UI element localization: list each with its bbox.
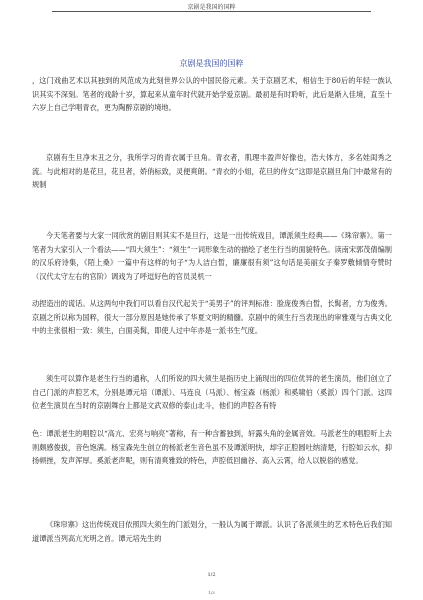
paragraph-zhulianzhai: 今天笔者要与大家一同欣赏的剧目则其实不是旦行，这是一出传统戏目，谭派须生经典——《珠帘寨》。第一笔者为大家引入一个看法——“四大须生”：“须生”一词形象生动的描绘了老生行当的面貌特色。读南宋郭茂倩编制的汉乐府诗集，《陌上桑》一篇中有这样的句子“为人洁白皙，廉廉很有须”这句话是美丽女子秦罗敷倾情夸赞时（汉代太守左右的官阶）调戏为了呼逗好色的官员灵机一 xyxy=(32,231,392,281)
paragraph-four-schools: 须生可以算作是老生行当的通称，人们所说的四大须生是指历史上涌现出的四位优异的老生演员，他们创立了自己门派的声腔艺术，分别是谭元培（谭派）、马连良（马派）、杨宝森（杨派）和奚啸伯（奚派）四个门派。这四位老生演员在当时的京剧舞台上都是文武双修的泰山北斗，他们的声腔各有特 xyxy=(32,374,392,411)
paragraph-intro: ，这门戏曲艺术以其独到的风范成为此刻世界公认的中国民俗元素。关于京剧艺术，相信生于80后的年轻一族认识其实不深刻。笔者的戏龄十岁，算起来从童年时代就开始学爱京剧。最初是有时聆听，此后是渐入佳境，直至十六岁上自己学唱青衣，更为陶醉京剧的境地。 xyxy=(32,76,392,113)
paragraph-school-features: 色：谭派老生的唱腔以“高亢、宏亮与响亮”著称，有一种含蓄独到，轩露头角的金属音效。马派老生的唱腔听上去则颇感俊拔，音色饱满。杨宝森先生创立的杨派老生音色虽不及谭派明快，却字正腔圆吐纳清楚，行腔如云水，抑扬顿挫，发声浑厚。奚派老声呢，则有清爽雅致的特色，声腔低回幽谷、高入云霄，给人以脱俗的感觉。 xyxy=(32,429,392,466)
running-header: 京剧是我国的国粹 xyxy=(187,4,236,11)
paragraph-beauty-standard: 动捏造出的谎话。从这两句中我们可以看自汉代起关于“美男子”的评判标准：脸庞俊秀白皙，长髯者，方为俊秀。京剧之所以称为国粹，很大一部分原因是她传承了华夏文明的精髓。京剧中的须生行当表现出的审雅观与古典文化中的主张很相一致：须生，白面美髯，即使人过中年亦是一派书生气度。 xyxy=(32,299,392,336)
paragraph-roles: 京剧有生旦净末丑之分，我所学习的青衣属于旦角。青衣者，肌理丰盈声好像也，浩大体方，多名娃闺秀之流。与此相对的是花旦，花旦者，娇俏标致，灵便爽朗。“青衣的小姐，花旦的侍女”这即是京剧旦角门中最常有的规制 xyxy=(32,153,392,190)
header-rule xyxy=(52,11,371,12)
document-title: 京剧是我国的国粹 xyxy=(179,59,244,68)
page-number: 1/2 xyxy=(207,572,216,578)
paragraph-tan-school: 《珠帘寨》这出传统戏目依照四大须生的门派划分，一般认为属于谭派。认识了各派须生的艺术特色后我们知道谭派当列高亢光明之首。谭元培先生的 xyxy=(32,520,392,543)
page-total: 1/3 xyxy=(208,590,215,595)
